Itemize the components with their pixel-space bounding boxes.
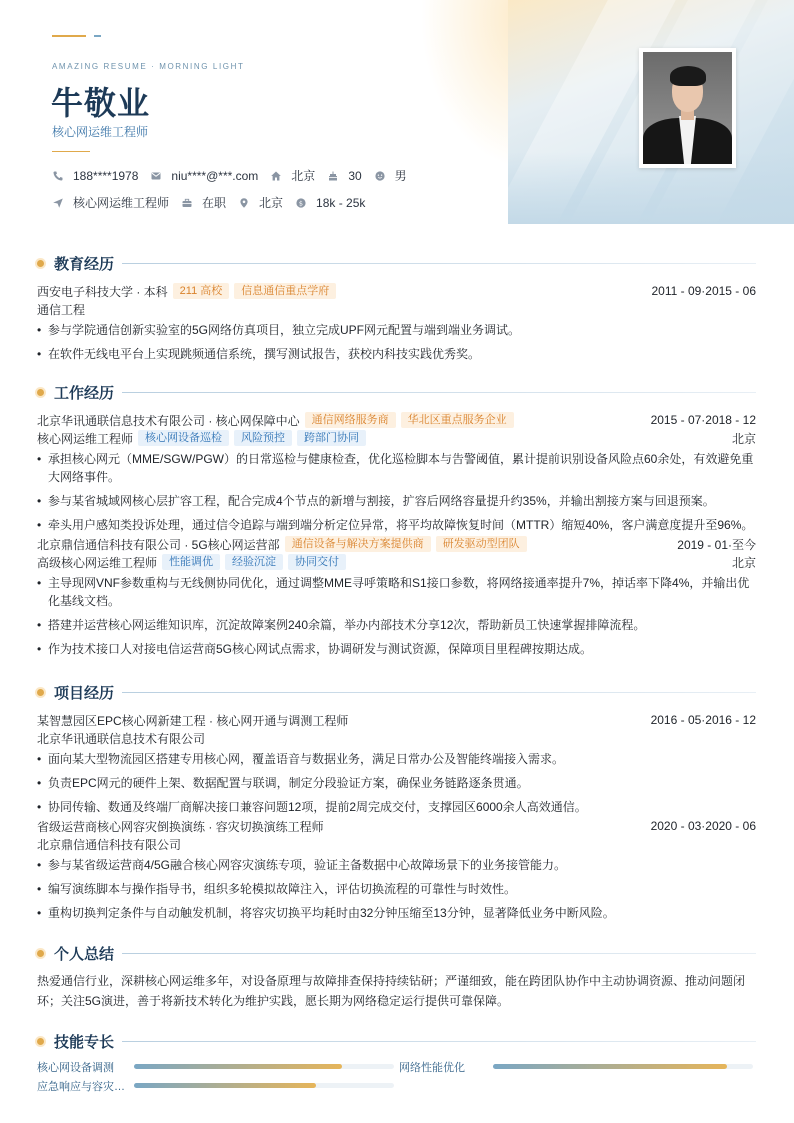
role-tag: 风险预控 — [234, 430, 292, 446]
contact-row — [52, 167, 419, 184]
section-title: 教育经历 — [54, 255, 115, 273]
contact-gender — [374, 167, 407, 184]
school-name: 西安电子科技大学 · 本科 — [37, 284, 168, 299]
section-divider — [122, 1041, 756, 1042]
role-tag: 协同交付 — [288, 554, 346, 570]
skill-bar — [493, 1064, 753, 1069]
list-item: • 搭建并运营核心网运维知识库，沉淀故障案例240余篇，举办内部技术分享12次，帮助新员工快速掌握排障流程。 — [37, 616, 756, 634]
project-name: 省级运营商核心网容灾倒换演练 · 容灾切换演练工程师 — [37, 819, 324, 834]
skill-item — [37, 1076, 396, 1095]
list-item: • 主导现网VNF参数重构与无线侧协同优化，通过调整MME寻呼策略和S1接口参数，将网络接通率提升7%，掉话率下降4%，并输出优化基线文档。 — [37, 574, 756, 610]
section-title: 个人总结 — [54, 945, 115, 963]
skill-item — [396, 1057, 755, 1076]
section-title: 工作经历 — [54, 384, 115, 402]
phone-icon — [52, 170, 64, 182]
company-tag: 研发驱动型团队 — [436, 536, 527, 552]
contact-age-text: 30 — [348, 168, 362, 183]
candidate-title: 核心网运维工程师 — [52, 125, 149, 139]
list-item: • 在软件无线电平台上实现跳频通信系统，撰写测试报告，获校内科技实践优秀奖。 — [37, 345, 756, 363]
job-entry — [37, 411, 756, 534]
contact-city-text: 北京 — [291, 169, 316, 183]
svg-text:$: $ — [298, 198, 304, 207]
major: 通信工程 — [37, 302, 86, 317]
summary-section — [37, 943, 756, 1011]
section-title: 项目经历 — [54, 684, 115, 702]
section-bullet-icon — [37, 260, 44, 267]
company-name: 北京华讯通联信息技术有限公司 · 核心网保障中心 — [37, 413, 300, 428]
project-entry — [37, 817, 756, 922]
skill-bar — [134, 1064, 394, 1069]
skills-section — [37, 1031, 756, 1095]
project-org: 北京鼎信通信科技有限公司 — [37, 837, 182, 852]
contact-city — [270, 167, 315, 184]
role-tag: 跨部门协同 — [297, 430, 366, 446]
send-icon — [52, 197, 64, 209]
skill-level — [134, 1064, 342, 1069]
section-bullet-icon — [37, 689, 44, 696]
resume-header — [0, 0, 794, 238]
work-section — [37, 382, 756, 664]
job-bullets — [37, 450, 756, 534]
job-intent-row — [52, 194, 377, 211]
skill-name: 核心网设备调测 — [37, 1061, 114, 1074]
salary-icon — [295, 197, 307, 209]
intent-salary-text: 18k - 25k — [316, 195, 366, 210]
education-section — [37, 253, 756, 369]
skill-list — [37, 1057, 756, 1095]
job-city: 北京 — [731, 431, 756, 446]
job-city: 北京 — [731, 555, 756, 570]
list-item: • 承担核心网元（MME/SGW/PGW）的日常巡检与健康检查，优化巡检脚本与告警阈值，累计提前识别设备风险点60余处，有效避免重大网络事件。 — [37, 450, 756, 486]
home-icon — [270, 170, 282, 182]
intent-status-text: 在职 — [202, 196, 227, 210]
section-divider — [122, 953, 756, 954]
company-tag: 通信设备与解决方案提供商 — [285, 536, 431, 552]
location-pin-icon — [238, 197, 250, 209]
job-role: 高级核心网运维工程师 — [37, 555, 158, 570]
education-bullets — [37, 321, 756, 363]
project-date: 2020 - 03·2020 - 06 — [650, 819, 756, 833]
intent-city-text: 北京 — [259, 196, 284, 210]
education-date: 2011 - 09·2015 - 06 — [651, 284, 756, 298]
company-name: 北京鼎信通信科技有限公司 · 5G核心网运营部 — [37, 537, 280, 552]
project-date: 2016 - 05·2016 - 12 — [650, 713, 756, 727]
project-org: 北京华讯通联信息技术有限公司 — [37, 731, 206, 746]
face-icon — [374, 170, 386, 182]
profile-photo — [639, 48, 736, 168]
skill-item — [37, 1057, 396, 1076]
contact-age — [327, 169, 361, 183]
list-item: • 编写演练脚本与操作指导书，组织多轮模拟故障注入，评估切换流程的可靠性与时效性。 — [37, 880, 756, 898]
job-role: 核心网运维工程师 — [37, 431, 134, 446]
job-date: 2019 - 01·至今 — [677, 537, 756, 552]
list-item: • 面向某大型物流园区搭建专用核心网，覆盖语音与数据业务，满足日常办公及智能终端接入需求。 — [37, 750, 756, 768]
job-bullets — [37, 574, 756, 658]
contact-email-text: niu****@***.com — [171, 168, 259, 183]
list-item: • 作为技术接口人对接电信运营商5G核心网试点需求，协调研发与测试资源，保障项目里程碑按期达成。 — [37, 640, 756, 658]
candidate-name: 牛敬业 — [51, 85, 151, 121]
skill-level — [134, 1083, 316, 1088]
accent-line — [52, 35, 86, 37]
list-item: • 参与某省城域网核心层扩容工程，配合完成4个节点的新增与割接，扩容后网络容量提升约35%，并输出割接方案与回退预案。 — [37, 492, 756, 510]
project-bullets — [37, 856, 756, 922]
contact-phone-text: 188****1978 — [73, 168, 139, 183]
project-entry — [37, 711, 756, 816]
contact-email — [150, 169, 258, 183]
company-tag: 华北区重点服务企业 — [401, 412, 514, 428]
tagline: AMAZING RESUME · MORNING LIGHT — [52, 62, 245, 71]
mail-icon — [150, 170, 162, 182]
title-divider — [52, 151, 90, 152]
skill-level — [493, 1064, 727, 1069]
project-name: 某智慧园区EPC核心网新建工程 · 核心网开通与调测工程师 — [37, 713, 349, 728]
skill-bar — [134, 1083, 394, 1088]
section-bullet-icon — [37, 1038, 44, 1045]
section-divider — [122, 263, 756, 264]
list-item: • 重构切换判定条件与自动触发机制，将容灾切换平均耗时由32分钟压缩至13分钟，显著降低业务中断风险。 — [37, 904, 756, 922]
intent-position-text: 核心网运维工程师 — [73, 196, 170, 210]
contact-gender-text: 男 — [394, 169, 407, 183]
intent-status — [181, 194, 226, 211]
role-tag: 核心网设备巡检 — [138, 430, 229, 446]
skill-name: 网络性能优化 — [399, 1061, 465, 1074]
accent-dash — [94, 35, 101, 37]
skill-name: 应急响应与容灾… — [37, 1080, 125, 1093]
section-bullet-icon — [37, 950, 44, 957]
intent-salary — [295, 196, 365, 210]
summary-text: 热爱通信行业，深耕核心网运维多年，对设备原理与故障排查保持持续钻研；严谨细致，能在跨团队协作中主动协调资源、推动问题闭环；关注5G演进，善于将新技术转化为维护实践，愿长期为网络稳定运行提供可靠保障。 — [37, 974, 746, 1008]
section-divider — [122, 692, 756, 693]
list-item: • 参与某省级运营商4/5G融合核心网容灾演练专项，验证主备数据中心故障场景下的业务接管能力。 — [37, 856, 756, 874]
section-title: 技能专长 — [54, 1033, 115, 1051]
briefcase-icon — [181, 197, 193, 209]
list-item: • 参与学院通信创新实验室的5G网络仿真项目，独立完成UPF网元配置与端到端业务调试。 — [37, 321, 756, 339]
job-date: 2015 - 07·2018 - 12 — [650, 413, 756, 427]
list-item: • 协同传输、数通及终端厂商解决接口兼容问题12项，提前2周完成交付，支撑园区6000余人高效通信。 — [37, 798, 756, 816]
role-tag: 经验沉淀 — [225, 554, 283, 570]
section-divider — [122, 392, 756, 393]
job-entry — [37, 535, 756, 658]
school-tag: 信息通信重点学府 — [234, 283, 336, 299]
company-tag: 通信网络服务商 — [305, 412, 396, 428]
school-tag: 211 高校 — [173, 283, 230, 299]
list-item: • 负责EPC网元的硬件上架、数据配置与联调，制定分段验证方案，确保业务链路逐条贯通。 — [37, 774, 756, 792]
intent-position — [52, 194, 169, 211]
list-item: • 牵头用户感知类投诉处理，通过信令追踪与端到端分析定位异常，将平均故障恢复时间（MTTR）缩短40%，客户满意度提升至96%。 — [37, 516, 756, 534]
projects-section — [37, 682, 756, 928]
project-bullets — [37, 750, 756, 816]
section-bullet-icon — [37, 389, 44, 396]
cake-icon — [327, 170, 339, 182]
contact-phone — [52, 169, 138, 183]
role-tag: 性能调优 — [162, 554, 220, 570]
intent-city — [238, 194, 283, 211]
